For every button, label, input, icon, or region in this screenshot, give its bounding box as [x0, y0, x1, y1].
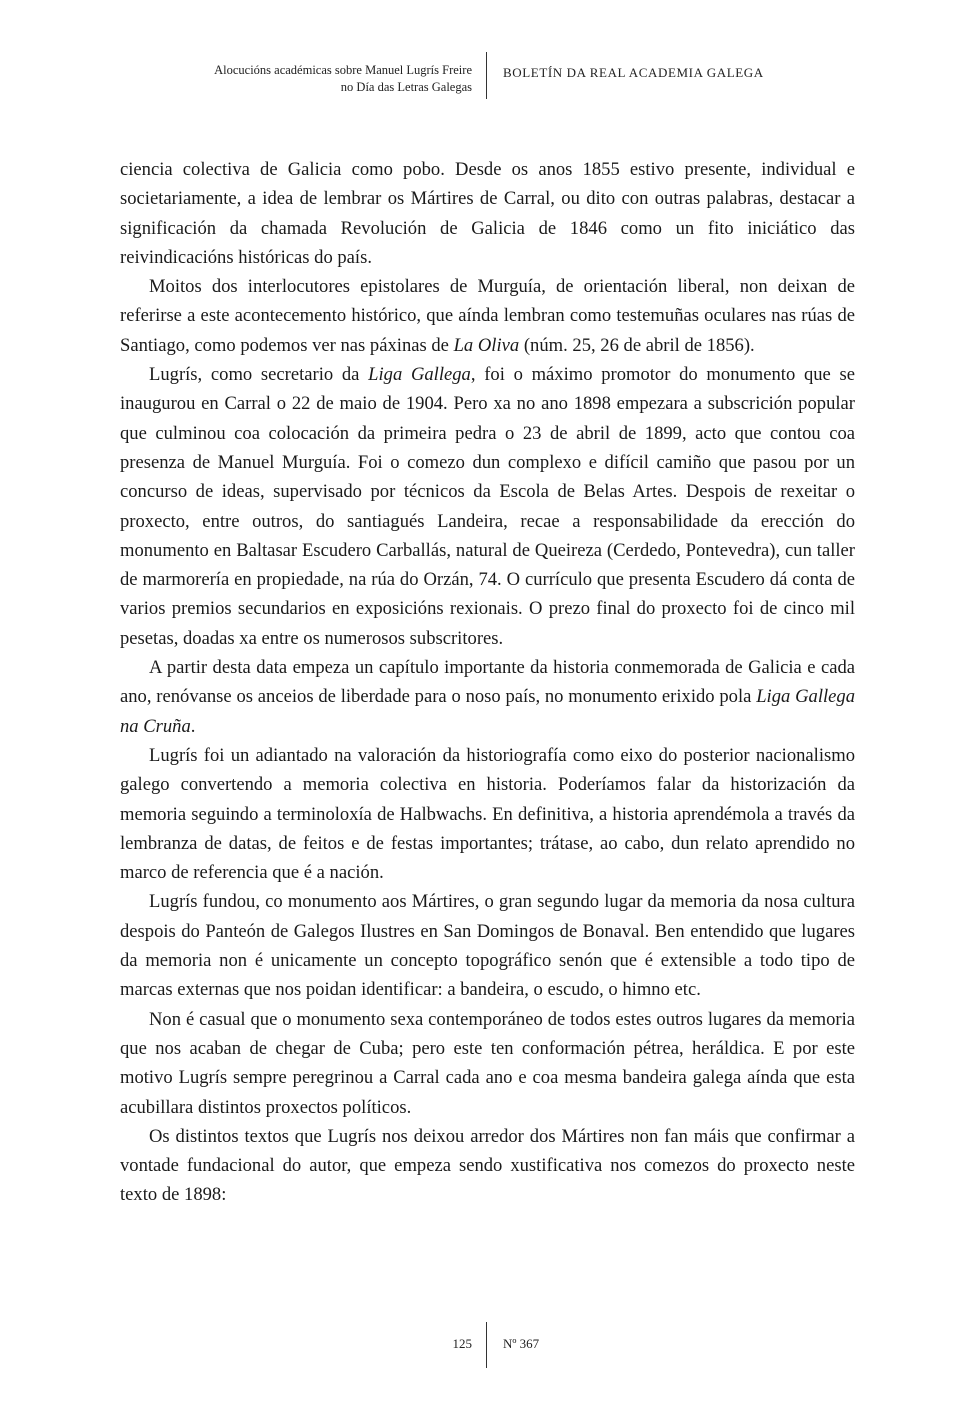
paragraph-5: Lugrís foi un adiantado na valoración da historiografía como eixo do posterior nacionalismo galego convertendo a memoria colectiva en historia. Poderíamos falar da historización da memoria seguindo a terminoloxía de Halbwachs. En definitiva, a historia aprendémola a través da lembranza de datas, de feitos e de festas importantes; trátase, ao cabo, dun relato aprendido no marco de referencia que é a nación. — [120, 744, 855, 884]
paragraph-3 — [120, 360, 855, 653]
paragraph-4 — [120, 653, 855, 741]
paragraph-8: Os distintos textos que Lugrís nos deixou arredor dos Mártires non fan máis que confirmar a vontade fundacional do autor, que empeza sendo xustificativa nos comezos do proxecto neste texto de 1898: — [120, 1125, 855, 1206]
paragraph-2 — [120, 272, 855, 360]
issue-number: Nº 367 — [503, 1336, 540, 1351]
paragraph-1: ciencia colectiva de Galicia como pobo. Desde os anos 1855 estivo presente, individual e societariamente, a idea de lembrar os Mártires de Carral, ou dito con outras palabras, destacar a significación da chamada Revolución de Galicia de 1846 como un fito iniciático das reivindicacións históricas do país. — [120, 159, 855, 268]
page-footer — [0, 1322, 975, 1368]
paragraph-2-text-b: (núm. 25, 26 de abril de 1856). — [519, 334, 755, 356]
footer-divider — [486, 1322, 487, 1368]
header-title-line-1: Alocucións académicas sobre Manuel Lugrís Freire — [214, 63, 472, 77]
paragraph-4-text-b: . — [190, 715, 196, 737]
header-divider — [486, 52, 487, 99]
running-header — [0, 52, 975, 102]
paragraph-6: Lugrís fundou, co monumento aos Mártires, o gran segundo lugar da memoria da nosa cultura despois do Panteón de Galegos Ilustres en San Domingos de Bonaval. Ben entendido que lugares da memoria non é unicamente un concepto topográfico senón que é extensible a todo tipo de marcas externas que nos poidan identificar: a bandeira, o escudo, o himno etc. — [120, 891, 855, 1001]
article-body — [120, 155, 855, 1210]
paragraph-7: Non é casual que o monumento sexa contemporáneo de todos estes outros lugares da memoria que nos acaban de chegar de Cuba; pero este ten conformación pétrea, heráldica. E por este motivo Lugrís sempre peregrinou a Carral cada ano e coa mesma bandeira galega aínda que esta acubillara distintos proxectos políticos. — [120, 1008, 855, 1118]
header-journal-name: BOLETÍN DA REAL ACADEMIA GALEGA — [503, 65, 764, 80]
paragraph-4-italic: Liga Gallega na Cruña — [120, 686, 856, 737]
paragraph-2-text-a: Moitos dos interlocutores epistolares de Murguía, de orientación liberal, non deixan de referirse a este acontecemento histórico, que aínda lembran como testemuñas oculares nas rúas de Santiago, como podemos ver nas páxinas de — [120, 276, 855, 356]
paragraph-2-italic: La Oliva — [453, 334, 520, 356]
header-article-title — [214, 62, 472, 96]
page-number: 125 — [452, 1336, 472, 1351]
paragraph-3-italic: Liga Gallega — [368, 364, 471, 386]
paragraph-3-text-b: , foi o máximo promotor do monumento que se inaugurou en Carral o 22 de maio de 1904. Pero xa no ano 1898 empezara a subscrición popular que culminou coa colocación da primeira pedra o 23 de abril de 1899, acto que contou coa presenza de Manuel Murguía. Foi o comezo dun complexo e difícil camiño que pasou por un concurso de ideas, supervisado por técnicos da Escola de Belas Artes. Despois de rexeitar o proxecto, entre outros, do santiagués Landeira, recae a responsabilidade da erección do monumento en Baltasar Escudero Carballás, natural de Queireza (Cerdedo, Pontevedra), cun taller de marmorería en propiedade, na rúa do Orzán, 74. O currículo que presenta Escudero dá conta de varios premios secundarios en exposicións rexionais. O prezo final do proxecto foi de cinco mil pesetas, doadas xa entre os numerosos subscritores. — [120, 364, 856, 649]
paragraph-4-text-a: A partir desta data empeza un capítulo importante da historia conmemorada de Galicia e cada ano, renóvanse os anceios de liberdade para o noso país, no monumento erixido pola — [120, 657, 855, 708]
header-title-line-2: no Día das Letras Galegas — [340, 80, 472, 94]
paragraph-3-text-a: Lugrís, como secretario da — [149, 364, 369, 386]
